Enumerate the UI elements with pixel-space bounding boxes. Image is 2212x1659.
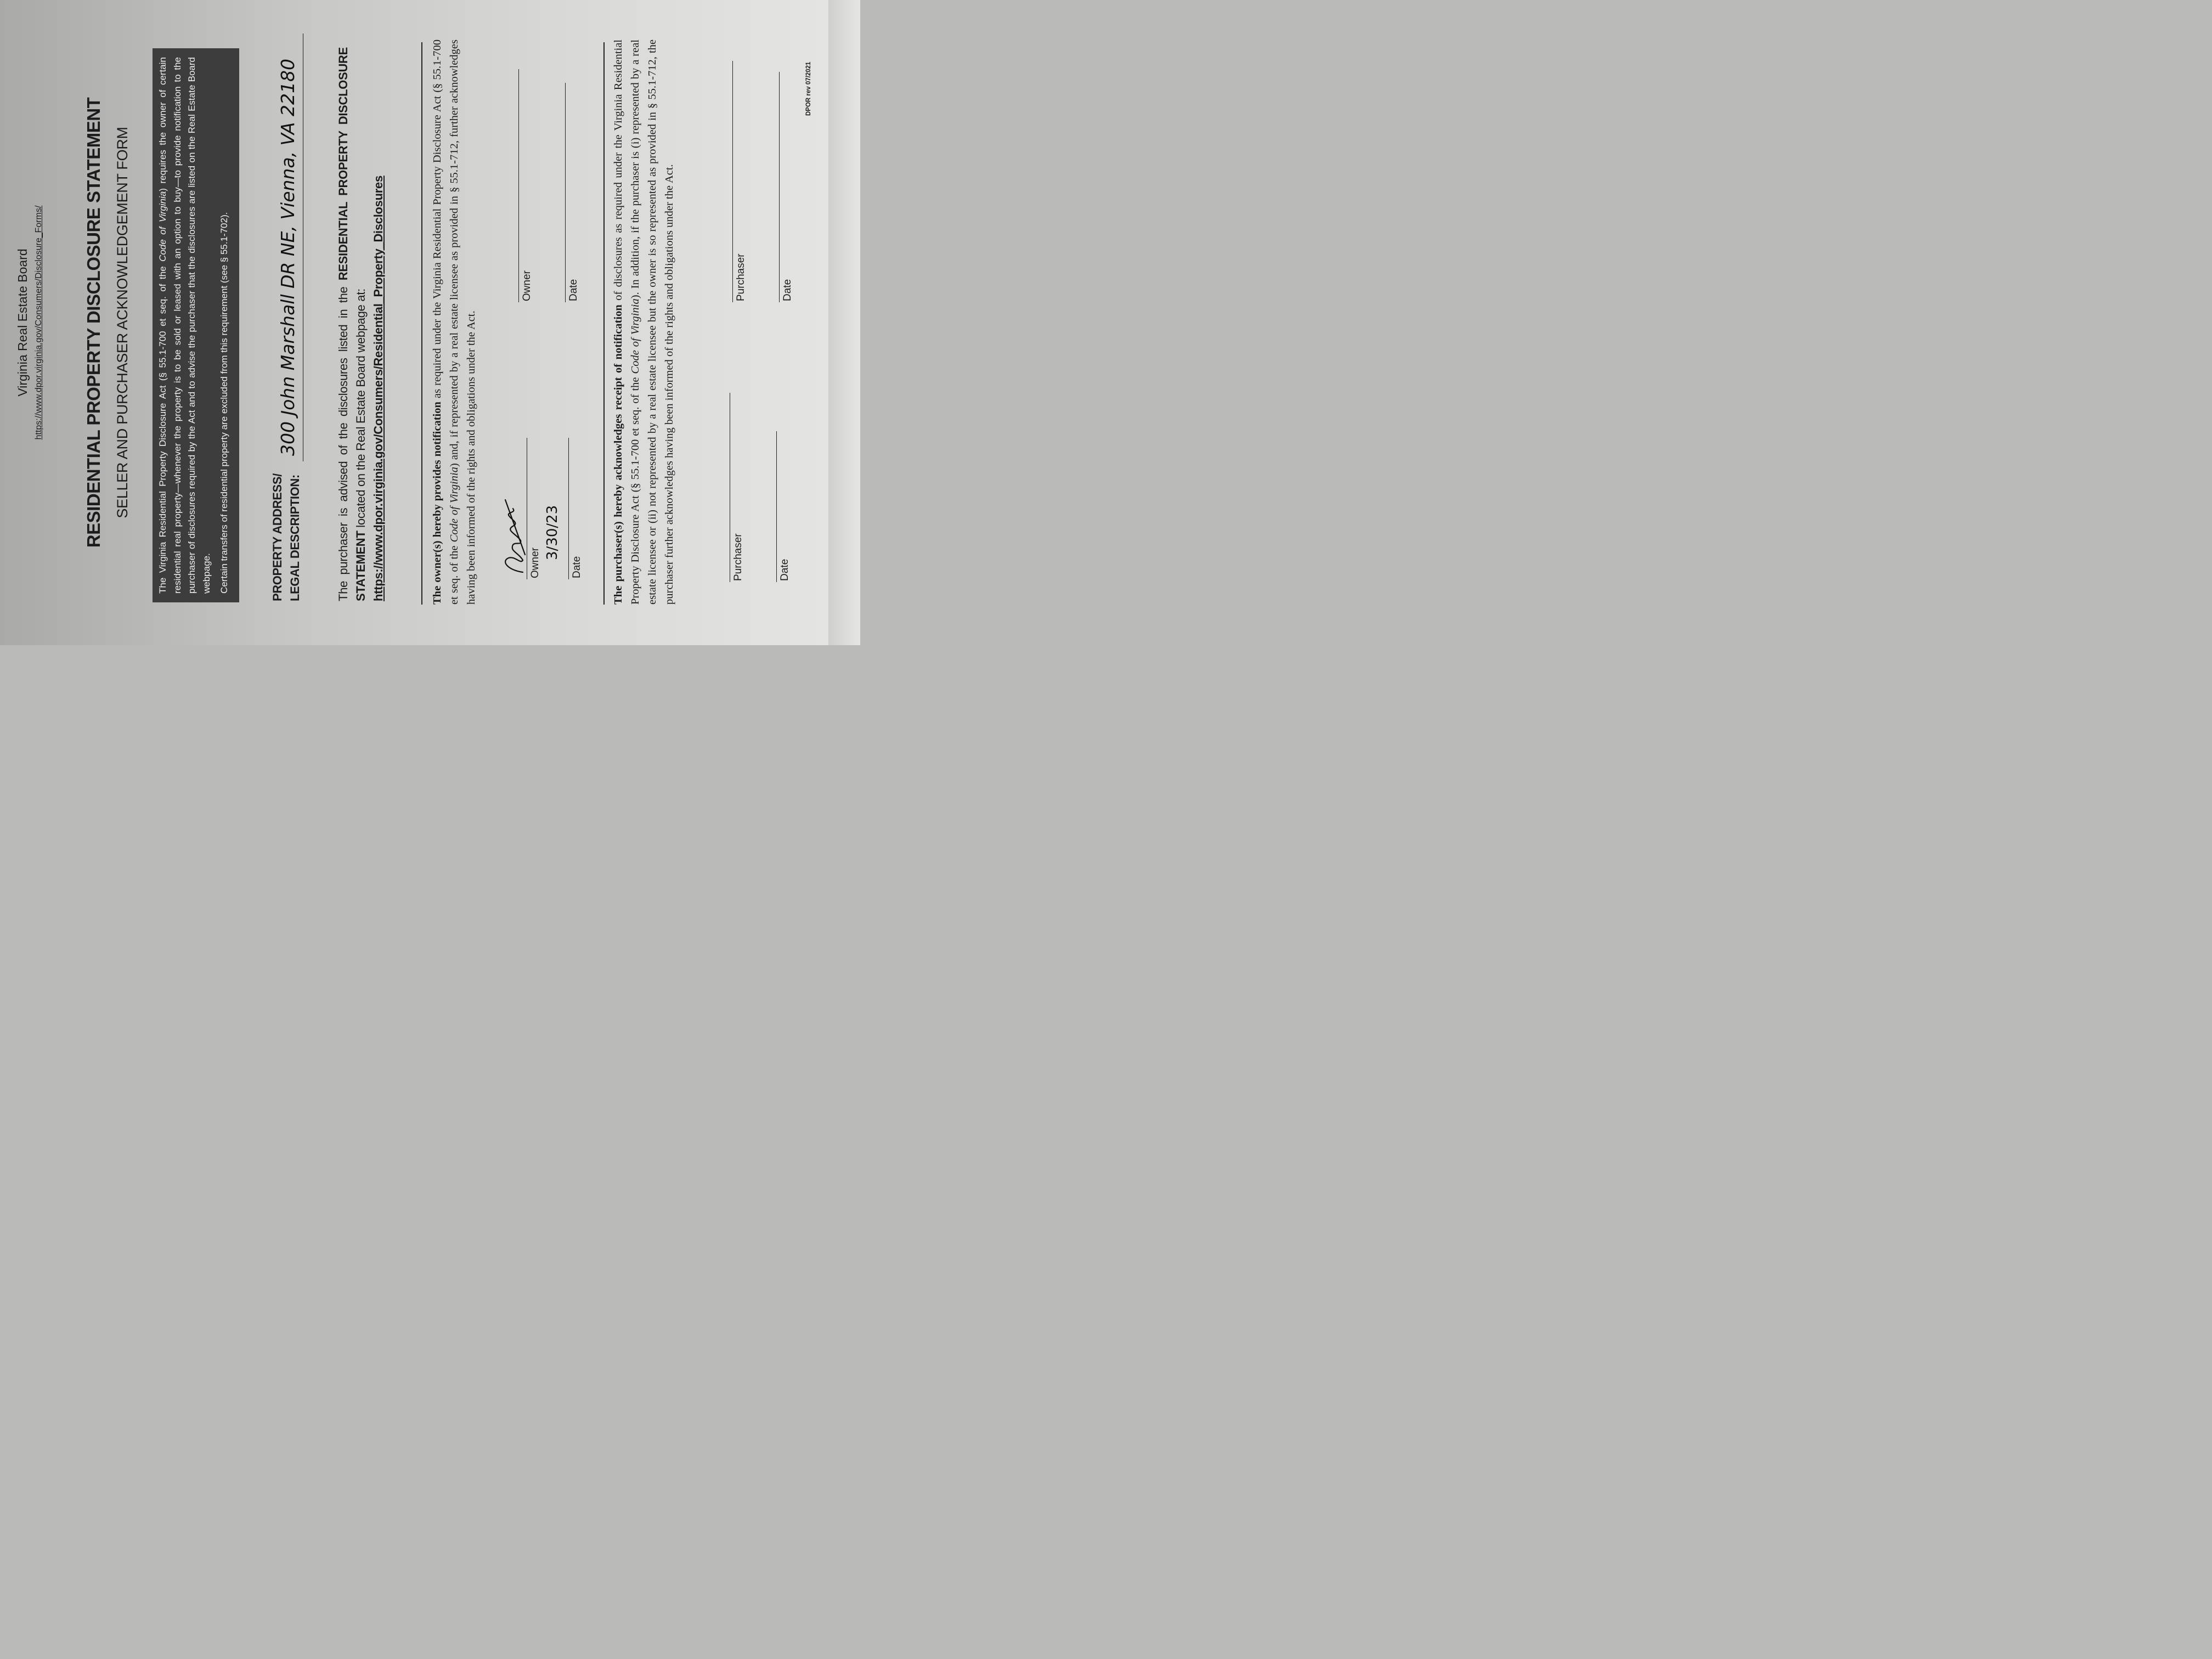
disclosures-link[interactable]: https://www.dpor.virginia.gov/Consumers/Residential_Property_Disclosures bbox=[371, 176, 385, 601]
purchaser-label-1: Purchaser bbox=[732, 533, 744, 581]
board-url[interactable]: https://www.dpor.virginia.gov/Consumers/Disclosure_Forms/ bbox=[34, 205, 43, 440]
form-title: RESIDENTIAL PROPERTY DISCLOSURE STATEMENT bbox=[83, 97, 104, 548]
owner-section-divider bbox=[421, 42, 422, 605]
purchaser-date-label-2: Date bbox=[782, 279, 793, 301]
form-revision: DPOR rev 07/2021 bbox=[805, 61, 812, 116]
advised-paragraph: The purchaser is advised of the disclosures listed in the RESIDENTIAL PROPERTY DISCLOSURE STATEMENT located on the Real Estate Board webpage at: https://www.dpor.virginia.gov/Consumers/Residential_Property_Disclosures bbox=[336, 47, 385, 601]
notice-exclusion: Certain transfers of residential property are excluded from this requirement (see § 55.1-702). bbox=[219, 212, 229, 594]
board-name: Virginia Real Estate Board bbox=[15, 249, 30, 397]
purchaser-acknowledgement-text: The purchaser(s) hereby acknowledges receipt of notification of disclosures as required under the Virginia Residential Property Disclosure Act (§ 55.1-700 et seq. of the Code of Virginia). In addition, if the purchaser is (i) represented by a real estate licensee or (ii) not represented by a real estate licensee but the owner is so represented as provided in § 55.1-712, the purchaser further acknowledges having been informed of the rights and obligations under the Act. bbox=[612, 39, 675, 605]
disclosure-form-page bbox=[0, 0, 828, 645]
owner-date-label-1: Date bbox=[571, 556, 583, 578]
form-subtitle: SELLER AND PURCHASER ACKNOWLEDGEMENT FORM bbox=[114, 127, 131, 518]
owner-notification-text: The owner(s) hereby provides notification as required under the Virginia Residential Property Disclosure Act (§ 55.1-700 et seq. of the Code of Virginia) and, if represented by a real estate licensee as provided in § 55.1-712, further acknowledges having been informed of the rights and obligations under the Act. bbox=[431, 40, 477, 605]
owner-label-2: Owner bbox=[521, 270, 533, 301]
owner-signature-line-2 bbox=[518, 69, 519, 302]
purchaser-date-label-1: Date bbox=[779, 558, 791, 581]
purchaser-signature-line-2 bbox=[732, 61, 733, 302]
owner-signature bbox=[496, 494, 529, 577]
notice-box bbox=[153, 48, 239, 602]
owner-date-line-1 bbox=[568, 438, 569, 579]
background-surface bbox=[828, 0, 860, 645]
purchaser-date-line-2 bbox=[779, 72, 780, 302]
property-address-label: PROPERTY ADDRESS/ LEGAL DESCRIPTION: bbox=[270, 473, 302, 601]
purchaser-label-2: Purchaser bbox=[735, 253, 747, 301]
owner-label-1: Owner bbox=[529, 548, 541, 578]
purchaser-section-divider bbox=[603, 42, 605, 605]
notice-paragraph: The Virginia Residential Property Disclosure Act (§ 55.1-700 et seq. of the Code of Virginia) requires the owner of certain residential real property—whenever the property is to be sold or leased with an option to buy—to provide notification to the purchaser of disclosures required by the Act and to advise the purchaser that the disclosures are listed on the Real Estate Board webpage. bbox=[157, 57, 212, 594]
owner-signed-date: 3/30/23 bbox=[544, 505, 561, 560]
owner-date-line-2 bbox=[565, 83, 566, 302]
property-address-value: 300 John Marshall DR NE, Vienna, VA 22180 bbox=[277, 59, 298, 456]
owner-date-label-2: Date bbox=[568, 279, 579, 301]
purchaser-date-line-1 bbox=[776, 431, 777, 582]
